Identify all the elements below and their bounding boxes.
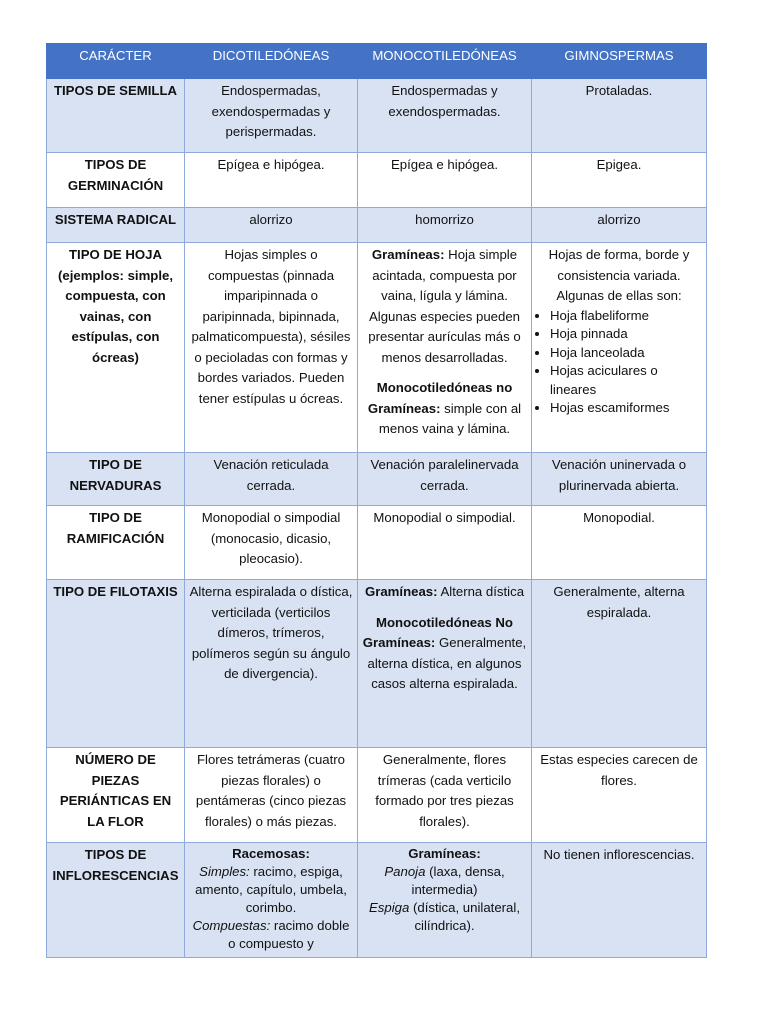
- mono-graminea-paragraph: [362, 245, 527, 368]
- mono-graminea-text: Alterna dística: [437, 584, 525, 599]
- list-item: • Hojas escamiformes: [550, 399, 702, 418]
- row-label: TIPO DE HOJA (ejemplos: simple, compuesta, con vainas, con estípulas, con ócreas): [47, 243, 185, 453]
- gimno-intro: Hojas de forma, borde y consistencia variada. Algunas de ellas son:: [548, 247, 690, 303]
- cell-gimno: Epigea.: [532, 153, 707, 208]
- table-row: [47, 243, 707, 453]
- mono-panoja-term: Panoja: [384, 864, 426, 879]
- cell-mono: [358, 580, 532, 748]
- dico-compuestas-line: [189, 917, 353, 953]
- mono-espiga-term: Espiga: [368, 900, 410, 915]
- mono-no-graminea-paragraph: [362, 613, 527, 695]
- row-label: TIPO DE RAMIFICACIÓN: [47, 506, 185, 580]
- table-row: [47, 453, 707, 506]
- cell-mono: [358, 843, 532, 958]
- list-item: • Hoja lanceolada: [550, 344, 702, 363]
- header-caracter: CARÁCTER: [47, 44, 185, 79]
- cell-gimno: Protaladas.: [532, 79, 707, 153]
- dico-simples-term: Simples:: [199, 864, 250, 879]
- comparison-table: [46, 43, 707, 958]
- cell-mono: homorrizo: [358, 208, 532, 243]
- mono-panoja-line: [362, 863, 527, 899]
- table-row: [47, 748, 707, 843]
- cell-mono: Endospermadas y exendospermadas.: [358, 79, 532, 153]
- mono-espiga-line: [362, 899, 527, 935]
- row-label: NÚMERO DE PIEZAS PERIÁNTICAS EN LA FLOR: [47, 748, 185, 843]
- dico-compuestas-text: racimo doble o compuesto y: [228, 918, 350, 951]
- table-row: [47, 506, 707, 580]
- table-row: [47, 79, 707, 153]
- dico-racemosas-heading: [189, 845, 353, 863]
- mono-no-graminea-paragraph: [362, 378, 527, 440]
- list-item: • Hojas aciculares o lineares: [550, 362, 702, 399]
- cell-dico: Epígea e hipógea.: [185, 153, 358, 208]
- cell-dico: Endospermadas, exendospermadas y perispermadas.: [185, 79, 358, 153]
- cell-gimno: Venación uninervada o plurinervada abierta.: [532, 453, 707, 506]
- row-label: SISTEMA RADICAL: [47, 208, 185, 243]
- mono-no-graminea-term: Monocotiledóneas No Gramíneas:: [362, 614, 513, 650]
- table-row: [47, 843, 707, 958]
- dico-simples-text: racimo, espiga, amento, capítulo, umbela, corimbo.: [195, 864, 347, 915]
- cell-mono: Epígea e hipógea.: [358, 153, 532, 208]
- cell-dico: Hojas simples o compuestas (pinnada imparipinnada o paripinnada, bipinnada, palmaticompuesta), sésiles o pecioladas con formas y bordes variados. Pueden tener estípulas u ócreas.: [185, 243, 358, 453]
- row-label: TIPO DE FILOTAXIS: [47, 580, 185, 748]
- mono-espiga-text: (dística, unilateral, cilíndrica).: [409, 900, 520, 933]
- mono-no-graminea-term: Monocotiledóneas no Gramíneas:: [367, 380, 513, 416]
- header-row: [47, 44, 707, 79]
- mono-graminea-text: Hoja simple acintada, compuesta por vaina, lígula y lámina. Algunas especies pueden presentar aurículas más o menos desarrolladas.: [368, 247, 521, 365]
- list-item: • Hoja pinnada: [550, 325, 702, 344]
- table-row: [47, 208, 707, 243]
- cell-dico: alorrizo: [185, 208, 358, 243]
- mono-panoja-text: (laxa, densa, intermedia): [411, 864, 505, 897]
- cell-dico: Venación reticulada cerrada.: [185, 453, 358, 506]
- cell-mono: Venación paralelinervada cerrada.: [358, 453, 532, 506]
- cell-dico: Alterna espiralada o dística, verticilada (verticilos dímeros, trímeros, polímeros según su ángulo de divergencia).: [185, 580, 358, 748]
- mono-graminea-term: Gramíneas:: [364, 584, 438, 599]
- mono-no-graminea-text: simple con al menos vaina y lámina.: [378, 400, 522, 436]
- dico-simples-line: [189, 863, 353, 917]
- cell-gimno: Estas especies carecen de flores.: [532, 748, 707, 843]
- mono-graminea-paragraph: [362, 582, 527, 603]
- table-row: [47, 580, 707, 748]
- mono-gramineas-term: Gramíneas:: [408, 846, 481, 861]
- cell-mono: [358, 243, 532, 453]
- list-item: • Hoja flabeliforme: [550, 307, 702, 326]
- cell-dico: Flores tetrámeras (cuatro piezas florales) o pentámeras (cinco piezas florales) o más piezas.: [185, 748, 358, 843]
- mono-gramineas-heading: [362, 845, 527, 863]
- cell-mono: Generalmente, flores trímeras (cada verticilo formado por tres piezas florales).: [358, 748, 532, 843]
- cell-dico: [185, 843, 358, 958]
- dico-compuestas-term: Compuestas:: [192, 918, 271, 933]
- table-row: [47, 153, 707, 208]
- dico-racemosas-term: Racemosas:: [232, 846, 310, 861]
- mono-no-graminea-text: Generalmente, alterna dística, en algunos casos alterna espiralada.: [367, 635, 527, 691]
- row-label: TIPOS DE INFLORESCENCIAS: [47, 843, 185, 958]
- row-label: TIPOS DE SEMILLA: [47, 79, 185, 153]
- cell-gimno: No tienen inflorescencias.: [532, 843, 707, 958]
- cell-gimno: Generalmente, alterna espiralada.: [532, 580, 707, 748]
- row-label: TIPOS DE GERMINACIÓN: [47, 153, 185, 208]
- header-monocotiledoneas: MONOCOTILEDÓNEAS: [358, 44, 532, 79]
- cell-gimno: alorrizo: [532, 208, 707, 243]
- mono-graminea-term: Gramíneas:: [371, 247, 445, 262]
- header-gimnospermas: GIMNOSPERMAS: [532, 44, 707, 79]
- leaf-type-list: [536, 307, 702, 418]
- cell-gimno: [532, 243, 707, 453]
- row-label: TIPO DE NERVADURAS: [47, 453, 185, 506]
- header-dicotiledoneas: DICOTILEDÓNEAS: [185, 44, 358, 79]
- cell-mono: Monopodial o simpodial.: [358, 506, 532, 580]
- cell-dico: Monopodial o simpodial (monocasio, dicasio, pleocasio).: [185, 506, 358, 580]
- cell-gimno: Monopodial.: [532, 506, 707, 580]
